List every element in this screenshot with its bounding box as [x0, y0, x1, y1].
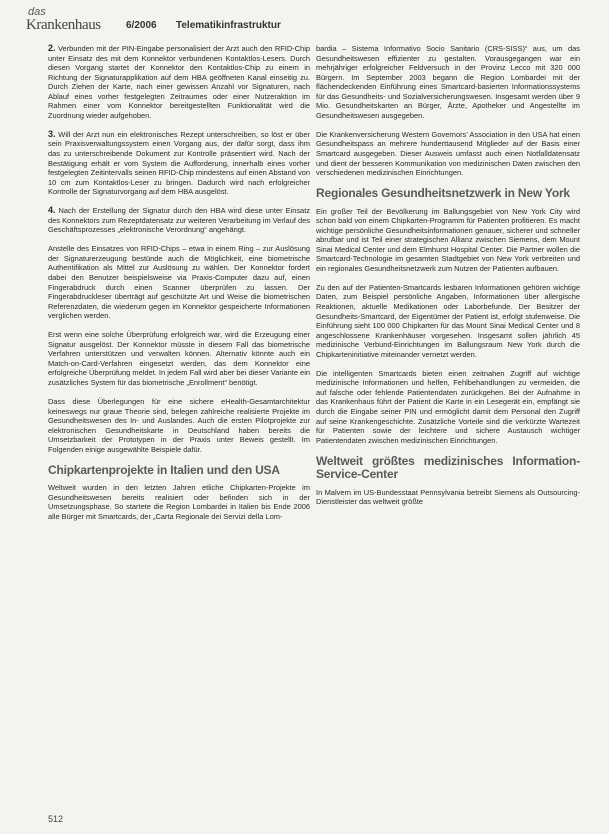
logo-line-2: Krankenhaus — [26, 17, 101, 33]
section-topic: Telematikinfrastruktur — [176, 20, 281, 31]
step-3-number: 3. — [48, 128, 56, 139]
lombardy-continued-paragraph: bardia – Sistema Informativo Socio Sanitario (CRS-SISS)“ aus, um das Gesundheitswesen effizienter zu gestalten. Vorausgegangen war ein mehrjähriger erfolgreicher Feldversuch in der Provinz Lecco mit 320 000 Bürgern. Im September 2003 begann die Region Lombardei mit der flächendeckenden Einführung eines Smartcard-basierten Informationssystems für das Gesundheits- und Sozialversicherungswesen. Insgesamt werden über 9 Mio. Gesundheitskarten an Bürger, Ärzte, Apotheker und Angestellte im Gesundheitswesen ausgegeben. — [316, 44, 580, 120]
right-column — [316, 44, 580, 814]
smartcard-benefits-paragraph: Die intelligenten Smartcards bieten einen zeitnahen Zugriff auf wichtige medizinische Informationen und helfen, Fehlbehandlungen zu vermeiden, die auf falsche oder fehlende Patientendaten zurückgehen. Bei der Aufnahme in das Krankenhaus führt der Patient die Karte in ein Lesegerät ein, empfängt sie durch die Eingabe seiner PIN und ermöglicht damit dem Personal den Zugriff auf seine Krankengeschichte. Zusätzliche Vorteile sind die verkürzte Wartezeit für Patienten sowie der leichtere und sichere Austausch wichtiger Patientendaten zwischen medizinischen Einrichtungen. — [316, 368, 580, 445]
magazine-logo — [26, 6, 121, 36]
step-4-number: 4. — [48, 205, 56, 216]
lombardy-paragraph: Weltweit wurden in den letzten Jahren etliche Chipkarten-Projekte im Gesundheitswesen bereits realisiert oder befinden sich in der Umsetzungsphase. So startete die Region Lombardei in Italien bis Ende 2006 alle Bürger mit Smartcards, der „Carta Regionale dei Servizi della Lom- — [48, 483, 310, 521]
heading-service-center: Weltweit größtes medizinisches Information-Service-Center — [316, 453, 580, 482]
step-4-text: Nach der Erstellung der Signatur durch den HBA wird diese unter Einsatz des Konnektors zum Rezeptdatensatz zur weiteren Verarbeitung im Verlauf des Geschäftsprozesses „elektronische Verordnung“ angehängt. — [48, 206, 310, 235]
page-header — [26, 6, 586, 36]
step-3-text: Will der Arzt nun ein elektronisches Rezept unterschreiben, so löst er über sein Praxisverwaltungssystem einen Vorgang aus, der dafür sorgt, dass ihm das zu unterschreibende Dokument zur Kontrolle präsentiert wird. Nach der Bestätigung erhält er vom System die Aufforderung, innerhalb eines vorher festgelegten Zeitintervalls seinen RFID-Chip mindestens auf einen Abstand von 10 cm zum Kontaktlos-Leser zu bringen. Dadurch wird nach erfolgreicher Kontrolle der Signaturvorgang auf dem HBA ausgelöst. — [48, 129, 310, 197]
issue-number: 6/2006 — [126, 20, 157, 31]
biometrics-paragraph: Anstelle des Einsatzes von RFID-Chips – etwa in einem Ring – zur Auslösung der Signaturerzeugung bestünde auch die Möglichkeit, eine biometrische Authentifikation als Mittel zur Auslösung zu wählen. Der Konnektor fordert dabei den Benutzer beispielsweise via Praxis-Computer dazu auf, einen Fingerabdruck durch einen Scanner überprüfen zu lassen. Der Fingerabdruckleser überträgt auf geschützte Art und Weise die biometrischen Referenzdaten, die wiederum gegen im Konnektor gespeicherte Informationen verglichen werden. — [48, 244, 310, 321]
malvern-paragraph: In Malvern im US-Bundesstaat Pennsylvania betreibt Siemens als Outsourcing-Dienstleister das weltweit größte — [316, 487, 580, 507]
step-3-paragraph — [48, 130, 310, 197]
heading-italy-usa: Chipkartenprojekte in Italien und den USA — [48, 462, 280, 477]
smartcard-data-paragraph: Zu den auf der Patienten-Smartcards lesbaren Informationen gehören wichtige Daten, zum Beispiel persönliche Angaben, Informationen über allergische Reaktionen, aktuelle Medikationen oder Laborbefunde. Der Besitzer der Gesundheits-Smartcard, der Eigentümer der Patient ist, erfolgt stufenweise. Die Einführung sieht 100 000 Chipkarten für das Mount Sinai Medical Center und 8 angeschlossene Krankenhäuser vorgesehen. Insgesamt sollen jährlich 45 medizinische Verbund-Einrichtungen im Ballungsraum New York durch die Chipkarteninitiative miteinander vernetzt werden. — [316, 282, 580, 359]
enrollment-paragraph: Erst wenn eine solche Überprüfung erfolgreich war, wird die Erzeugung einer Signatur ausgelöst. Der Konnektor müsste in diesem Fall das biometrische Verfahren unterstützen und verwalten können. Alternativ könnte auch ein Match-on-Card-Verfahren eingesetzt werden, das dem Konnektor eine erfolgreiche Überprüfung meldet. In jedem Fall wird aber bei dieser Variante ein zusätzliches System für das biometrische „Enrollment“ benötigt. — [48, 330, 310, 387]
projects-paragraph: Dass diese Überlegungen für eine sichere eHealth-Gesamtarchitektur keineswegs nur graue Theorie sind, belegen zahlreiche realisierte Projekte im Gesundheitswesen des In- und Auslandes. Auch die ersten Pilotprojekte zur elektronischen Gesundheitskarte in Deutschland haben bereits die Umsetzbarkeit der Prototypen in der Praxis unter Beweis gestellt. Im Folgenden einige ausgewählte Beispiele dafür. — [48, 397, 310, 454]
new-york-paragraph: Ein großer Teil der Bevölkerung im Ballungsgebiet von New York City wird schon bald von einem Chipkarten-Programm für Patienten profitieren. Es macht wichtige persönliche Gesundheitsinformationen genauer, sicherer und schneller abrufbar und ist Teil einer strategischen Allianz zwischen Siemens, dem Mount Sinai Medical Center und dem Elmhurst Hospital Center. Die Partner wollen die Smartcard-Technologie im gesamten Stadtgebiet von New York verbreiten und ein regionales Gesundheitsnetzwerk zum Nutzen der Patienten aufbauen. — [316, 206, 580, 273]
wga-paragraph: Die Krankenversicherung Western Governors’ Association in den USA hat einen Gesundheitspass an mehrere hunderttausend Mitglieder auf der Basis einer Smartcard ausgegeben. Dieser Ausweis umfasst auch einen Notfalldatensatz und dient der besseren Kommunikation von medizinischen Daten zwischen den verschiedenen medizinischen Einrichtungen. — [316, 129, 580, 178]
step-2-text: Verbunden mit der PIN-Eingabe personalisiert der Arzt auch den RFID-Chip unter Einsatz des mit dem Konnektor verbundenen Kontaktlos-Lesers. Durch diesen Vorgang startet der Konnektor den Kontaktlos-Chip zu einem in Richtung der Signaturapplikation auf dem HBA geöffneten Kanal einseitig zu. Durch Ziehen der Karte, nach einer gewissen Anzahl vor Signaturen, nach Ablauf eines vorher festgelegten Zeitraumes oder einer Nutzeraktion im Rahmen einer vom Konnektor bereitgestellten Funktionalität wird die Zuordnung wieder aufgehoben. — [48, 44, 310, 120]
left-column — [48, 44, 310, 814]
step-2-paragraph — [48, 44, 310, 120]
heading-new-york: Regionales Gesundheitsnetzwerk in New York — [316, 186, 570, 201]
logo-line-1: das — [28, 6, 46, 18]
step-2-number: 2. — [48, 44, 56, 53]
page-number: 512 — [48, 814, 64, 824]
step-4-paragraph — [48, 206, 310, 235]
